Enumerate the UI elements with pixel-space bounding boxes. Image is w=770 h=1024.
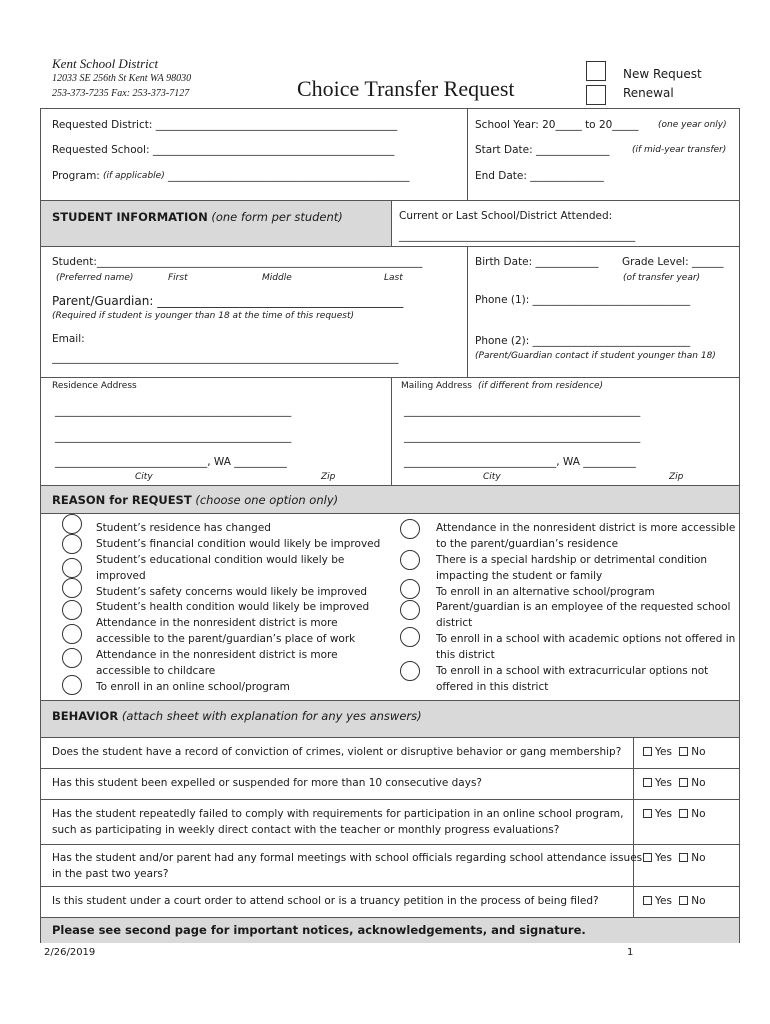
start-date-hint: (if mid-year transfer) — [632, 145, 727, 155]
mailing-address-label: Mailing Address — [401, 381, 472, 391]
name-preferred-hint: (Preferred name) — [56, 273, 134, 283]
behavior-question-3b: such as participating in weekly direct contact with the teacher or monthly progress evaluations? — [52, 824, 560, 836]
new-request-checkbox[interactable] — [586, 61, 606, 81]
behavior-question-1: Does the student have a record of conviction of crimes, violent or disruptive behavior or gang membership? — [52, 746, 622, 758]
reason-right-3: There is a special hardship or detrimental condition — [436, 554, 708, 566]
no-checkbox[interactable] — [679, 747, 688, 756]
yes-checkbox[interactable] — [643, 778, 652, 787]
district-address: 12033 SE 256th St Kent WA 98030 — [52, 73, 192, 84]
mailing-city-hint: City — [483, 472, 501, 482]
yes-checkbox[interactable] — [643, 896, 652, 905]
mailing-address-hint: (if different from residence) — [478, 381, 603, 391]
yes-checkbox[interactable] — [643, 747, 652, 756]
reason-right-8: To enroll in a school with academic options not offered in — [436, 633, 736, 645]
second-page-note: Please see second page for important notices, acknowledgements, and signature. — [52, 923, 586, 937]
reason-right-7: district — [436, 617, 473, 629]
reason-radio-hardship[interactable] — [400, 550, 420, 570]
reason-radio-alternative[interactable] — [400, 579, 420, 599]
reason-left-10: accessible to childcare — [96, 665, 216, 677]
behavior-question-4b: in the past two years? — [52, 868, 169, 880]
behavior-question-4a: Has the student and/or parent had any formal meetings with school officials regarding school attendance issues — [52, 852, 643, 864]
new-request-label: New Request — [623, 67, 702, 81]
reason-left-6: Student’s health condition would likely be improved — [96, 601, 370, 613]
renewal-label: Renewal — [623, 86, 674, 100]
footer-date: 2/26/2019 — [44, 947, 96, 958]
reason-radio-parent-work[interactable] — [62, 624, 82, 644]
current-school-label: Current or Last School/District Attended: — [399, 210, 613, 222]
residence-zip-hint: Zip — [321, 472, 336, 482]
residence-city-hint: City — [135, 472, 153, 482]
behavior-question-3a: Has the student repeatedly failed to comply with requirements for participation in an online school program, — [52, 808, 624, 820]
yes-no-q2[interactable]: Yes No — [643, 777, 706, 789]
program-hint: (if applicable) — [103, 171, 165, 181]
name-middle-hint: Middle — [262, 273, 292, 283]
school-year-field[interactable]: School Year: 20_____ to 20_____ — [475, 119, 639, 131]
reason-right-6: Parent/guardian is an employee of the requested school — [436, 601, 731, 613]
reason-right-2: to the parent/guardian’s residence — [436, 538, 619, 550]
no-checkbox[interactable] — [679, 809, 688, 818]
student-info-heading: STUDENT INFORMATION (one form per student) — [52, 210, 343, 224]
reason-left-8: accessible to the parent/guardian’s place of work — [96, 633, 356, 645]
reason-left-3: Student’s educational condition would likely be — [96, 554, 345, 566]
reason-right-9: this district — [436, 649, 495, 661]
residence-line1[interactable]: _____________________________________________ — [55, 405, 292, 417]
reason-radio-residence-changed[interactable] — [62, 514, 82, 534]
parent-guardian-field[interactable]: Parent/Guardian: _________________________________________ — [52, 294, 404, 308]
residence-line2[interactable]: _____________________________________________ — [55, 431, 292, 443]
parent-guardian-hint: (Required if student is younger than 18 at the time of this request) — [52, 311, 355, 321]
residence-city-zip[interactable]: _____________________________, WA __________ — [55, 456, 287, 468]
yes-checkbox[interactable] — [643, 853, 652, 862]
page-number: 1 — [627, 947, 634, 958]
reason-left-4: improved — [96, 570, 146, 582]
start-date-field[interactable]: Start Date: ______________ — [475, 144, 610, 156]
student-name-field[interactable]: Student:______________________________________________________________ — [52, 256, 423, 268]
yes-checkbox[interactable] — [643, 809, 652, 818]
reason-radio-extracurricular[interactable] — [400, 661, 420, 681]
reason-left-11: To enroll in an online school/program — [96, 681, 290, 693]
reason-radio-online[interactable] — [62, 675, 82, 695]
residence-address-label: Residence Address — [52, 381, 137, 391]
school-year-hint: (one year only) — [658, 120, 727, 130]
reason-left-9: Attendance in the nonresident district is more — [96, 649, 338, 661]
mailing-zip-hint: Zip — [669, 472, 684, 482]
requested-school-field[interactable]: Requested School: ______________________________________________ — [52, 144, 395, 156]
current-school-field[interactable]: _____________________________________________ — [399, 230, 636, 242]
no-checkbox[interactable] — [679, 896, 688, 905]
reason-left-5: Student’s safety concerns would likely be improved — [96, 586, 368, 598]
reason-radio-health[interactable] — [62, 600, 82, 620]
end-date-field[interactable]: End Date: ______________ — [475, 170, 604, 182]
no-checkbox[interactable] — [679, 778, 688, 787]
email-field[interactable]: __________________________________________________________________ — [52, 352, 399, 364]
reason-radio-employee[interactable] — [400, 600, 420, 620]
phone2-hint: (Parent/Guardian contact if student younger than 18) — [475, 351, 716, 361]
behavior-question-2: Has this student been expelled or suspended for more than 10 consecutive days? — [52, 777, 483, 789]
reason-left-7: Attendance in the nonresident district is more — [96, 617, 338, 629]
reason-right-10: To enroll in a school with extracurricular options not — [436, 665, 709, 677]
reason-radio-accessible-residence[interactable] — [400, 519, 420, 539]
reason-right-5: To enroll in an alternative school/program — [436, 586, 655, 598]
requested-district-field[interactable]: Requested District: ______________________________________________ — [52, 119, 398, 131]
behavior-question-5: Is this student under a court order to attend school or is a truancy petition in the process of being filed? — [52, 895, 599, 907]
name-last-hint: Last — [384, 273, 403, 283]
reason-heading: REASON for REQUEST (choose one option only) — [52, 493, 339, 507]
yes-no-q3[interactable]: Yes No — [643, 808, 706, 820]
email-label: Email: — [52, 333, 85, 345]
reason-left-1: Student’s residence has changed — [96, 522, 271, 534]
reason-radio-childcare[interactable] — [62, 648, 82, 668]
mailing-city-zip[interactable]: _____________________________, WA __________ — [404, 456, 636, 468]
yes-no-q4[interactable]: Yes No — [643, 852, 706, 864]
district-phone: 253-373-7235 Fax: 253-373-7127 — [52, 88, 190, 99]
no-checkbox[interactable] — [679, 853, 688, 862]
renewal-checkbox[interactable] — [586, 85, 606, 105]
program-label: Program: — [52, 170, 100, 182]
yes-no-q5[interactable]: Yes No — [643, 895, 706, 907]
yes-no-q1[interactable]: Yes No — [643, 746, 706, 758]
birth-date-field[interactable]: Birth Date: ____________ — [475, 256, 599, 268]
district-name: Kent School District — [52, 56, 159, 71]
reason-right-4: impacting the student or family — [436, 570, 603, 582]
reason-radio-safety[interactable] — [62, 578, 82, 598]
phone1-field[interactable]: Phone (1): ______________________________ — [475, 294, 691, 306]
grade-level-hint: (of transfer year) — [623, 273, 701, 283]
page-title: Choice Transfer Request — [297, 76, 515, 101]
program-field[interactable]: ______________________________________________ — [168, 170, 410, 182]
reason-radio-financial[interactable] — [62, 534, 82, 554]
phone2-field[interactable]: Phone (2): ______________________________ — [475, 335, 691, 347]
reason-right-11: offered in this district — [436, 681, 549, 693]
reason-left-2: Student’s financial condition would likely be improved — [96, 538, 381, 550]
reason-radio-academic[interactable] — [400, 627, 420, 647]
mailing-line2[interactable]: _____________________________________________ — [404, 431, 641, 443]
name-first-hint: First — [168, 273, 188, 283]
behavior-heading: BEHAVIOR (attach sheet with explanation for any yes answers) — [52, 709, 422, 723]
grade-level-field[interactable]: Grade Level: ______ — [622, 256, 724, 268]
mailing-line1[interactable]: _____________________________________________ — [404, 405, 641, 417]
reason-radio-educational[interactable] — [62, 558, 82, 578]
reason-right-1: Attendance in the nonresident district is more accessible — [436, 522, 736, 534]
